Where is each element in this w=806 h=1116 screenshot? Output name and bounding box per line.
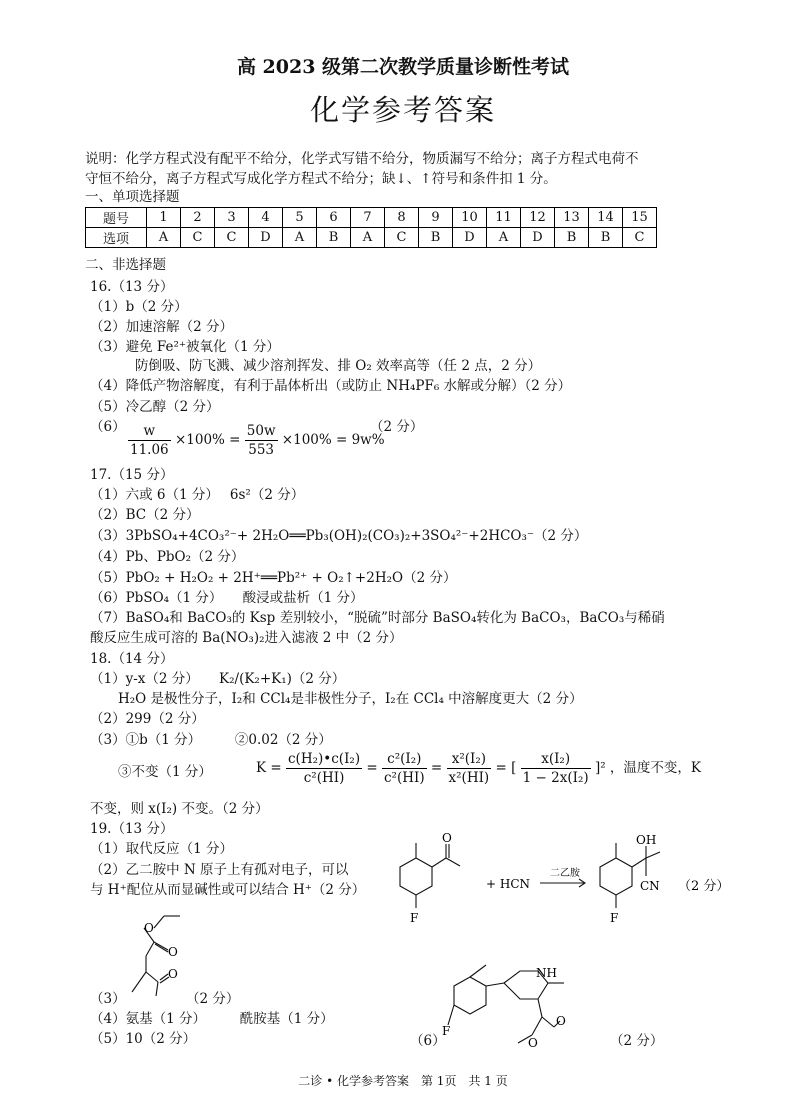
numerator: c²(I₂) (382, 750, 427, 769)
question-number-cell: 3 (215, 208, 249, 228)
answer-key-title: 化学参考答案 (309, 93, 496, 127)
numerator: 50w (246, 423, 276, 439)
q16-part4: （4）降低产物溶解度，有利于晶体析出（或防止 NH₄PF₆ 水解或分解）（2 分） (90, 378, 572, 394)
q19-part2-line1: （2）乙二胺中 N 原子上有孤对电子，可以 (90, 862, 349, 878)
ester-carbonyl-oxygen-label: O (168, 945, 178, 959)
nitrile-label: CN (640, 879, 660, 893)
fluorine-label: F (410, 911, 419, 925)
answer-cell: B (419, 228, 453, 248)
q18-part3-label: ③不变（1 分） (118, 764, 212, 780)
formula-text: ]² (594, 760, 606, 776)
question-number-cell: 11 (487, 208, 521, 228)
answer-cell: C (215, 228, 249, 248)
q17-part7-line1: （7）BaSO₄和 BaCO₃的 Ksp 差别较小，“脱硫”时部分 BaSO₄转化为 BaCO₃，BaCO₃与稀硝 (90, 610, 665, 626)
numerator: x²(I₂) (447, 750, 492, 769)
q18-part3: （3）①b（1 分） ②0.02（2 分） (90, 732, 332, 748)
answer-cell: B (555, 228, 589, 248)
q19-part3-score: （2 分） (186, 991, 240, 1007)
formula-text: K = (256, 760, 282, 776)
formula-text: ×100% = 9w% (281, 432, 385, 448)
fraction (128, 422, 171, 459)
formula-tail: ，温度不变，K (609, 760, 702, 776)
q19-part6-score: （2 分） (610, 1033, 664, 1049)
question-number-cell: 9 (419, 208, 453, 228)
answer-cell: A (487, 228, 521, 248)
question-number-cell: 13 (555, 208, 589, 228)
q19-part6-label: （6） (410, 1033, 446, 1049)
question-number-cell: 12 (521, 208, 555, 228)
q18-part3-conclusion: 不变，则 x(I₂) 不变。（2 分） (90, 801, 269, 817)
section2-heading: 二、非选择题 (85, 257, 166, 273)
q18-equilibrium-formula (256, 750, 701, 787)
question-number-cell: 14 (589, 208, 623, 228)
fluorine-label: F (610, 911, 619, 925)
fraction (447, 750, 492, 787)
answer-cell: C (385, 228, 419, 248)
q17-part4: （4）Pb、PbO₂（2 分） (90, 549, 245, 565)
denominator: c²(HI) (384, 770, 425, 786)
hydroxyl-label: OH (636, 833, 657, 847)
numerator: x(I₂) (521, 750, 591, 769)
hcn-reagent: + HCN (486, 877, 531, 891)
q19-part2-line2: 与 H⁺配位从而显碱性或可以结合 H⁺（2 分） (90, 882, 366, 898)
question-number-cell: 8 (385, 208, 419, 228)
question-number-cell: 6 (317, 208, 351, 228)
q19-part3-label: （3） (90, 991, 126, 1007)
q19-part3-structure (120, 910, 200, 1002)
question-number-cell: 10 (453, 208, 487, 228)
answer-cell: C (623, 228, 657, 248)
fluorine-label: F (442, 1024, 451, 1038)
section1-heading: 一、单项选择题 (85, 189, 180, 205)
fraction (245, 422, 278, 459)
answer-cell: B (317, 228, 351, 248)
answer-cell: D (521, 228, 555, 248)
q16-part5: （5）冷乙醇（2 分） (90, 399, 220, 415)
page-footer: 二诊 • 化学参考答案 第 1页 共 1 页 (298, 1074, 508, 1088)
note-line-1: 说明：化学方程式没有配平不给分，化学式写错不给分，物质漏写不给分；离子方程式电荷不 (85, 151, 639, 167)
ester-oxygen-label: O (144, 921, 154, 935)
number-row-label: 题号 (86, 208, 147, 228)
q16-part6-formula (128, 422, 385, 459)
q16-part3: （3）避免 Fe²⁺被氧化（1 分） (90, 339, 280, 355)
fraction (521, 750, 591, 787)
denominator: 1 − 2x(I₂) (522, 770, 589, 786)
question-number-cell: 15 (623, 208, 657, 228)
numerator: c(H₂)•c(I₂) (288, 751, 361, 767)
q17-part2: （2）BC（2 分） (90, 507, 200, 523)
fraction (286, 750, 362, 787)
note-line-2: 守恒不给分，离子方程式写成化学方程式不给分；缺↓、↑符号和条件扣 1 分。 (85, 171, 557, 187)
q18-heading: 18.（14 分） (90, 651, 174, 667)
q19-part1: （1）取代反应（1 分） (90, 841, 233, 857)
formula-text: = (430, 760, 443, 776)
denominator: c²(HI) (303, 770, 345, 786)
denominator: x²(HI) (448, 770, 490, 786)
q19-part4: （4）氨基（1 分） 酰胺基（1 分） (90, 1011, 334, 1027)
ester-oxygen-label: O (528, 1036, 538, 1050)
answer-table (85, 207, 657, 248)
q17-heading: 17.（15 分） (90, 467, 174, 483)
answer-cell: B (589, 228, 623, 248)
carbonyl-oxygen-label: O (442, 831, 452, 845)
q17-part5: （5）PbO₂ + H₂O₂ + 2H⁺══Pb²⁺ + O₂↑+2H₂O（2 分） (90, 570, 457, 586)
q19-reaction-scheme (390, 828, 790, 928)
answer-cell: C (181, 228, 215, 248)
q17-part3: （3）3PbSO₄+4CO₃²⁻+ 2H₂O══Pb₃(OH)₂(CO₃)₂+3SO₄²⁻+2HCO₃⁻（2 分） (90, 528, 588, 544)
formula-text: = [ (495, 760, 517, 776)
q16-heading: 16.（13 分） (90, 279, 174, 295)
q17-part6: （6）PbSO₄（1 分） 酸浸或盐析（1 分） (90, 590, 364, 606)
reaction-score: （2 分） (678, 879, 730, 894)
question-number-cell: 5 (283, 208, 317, 228)
q19-heading: 19.（13 分） (90, 821, 174, 837)
ketone-oxygen-label: O (168, 967, 178, 981)
denominator: 11.06 (130, 442, 169, 458)
q16-part6-label: （6） (90, 419, 126, 435)
formula-text: = (366, 760, 378, 776)
question-number-cell: 4 (249, 208, 283, 228)
q17-part7-line2: 酸反应生成可溶的 Ba(NO₃)₂进入滤液 2 中（2 分） (90, 630, 403, 646)
q18-part2: （2）299（2 分） (90, 711, 205, 727)
answer-row-label: 选项 (86, 228, 147, 248)
answer-table-answer-row (86, 228, 657, 248)
formula-text: ×100% = (174, 432, 241, 448)
reaction-condition: 二乙胺 (550, 868, 580, 879)
q18-part1: （1）y-x（2 分） K₂/(K₂+K₁)（2 分） (90, 671, 346, 687)
q16-part1: （1）b（2 分） (90, 299, 188, 315)
answer-cell: A (351, 228, 385, 248)
carbonyl-oxygen-label: O (556, 1014, 566, 1028)
q16-part6-score: （2 分） (370, 419, 424, 435)
q16-part2: （2）加速溶解（2 分） (90, 319, 233, 335)
q16-part3-extra: 防倒吸、防飞溅、减少溶剂挥发、排 O₂ 效率高等（任 2 点，2 分） (135, 358, 542, 374)
numerator: w (128, 422, 171, 441)
q19-part6-structure (440, 955, 610, 1055)
answer-cell: D (453, 228, 487, 248)
question-number-cell: 7 (351, 208, 385, 228)
answer-cell: D (249, 228, 283, 248)
exam-title: 高 2023 级第二次教学质量诊断性考试 (236, 56, 570, 78)
q18-part1-extra: H₂O 是极性分子，I₂和 CCl₄是非极性分子，I₂在 CCl₄ 中溶解度更大（2 分） (118, 691, 583, 707)
amine-nh-label: NH (536, 966, 557, 980)
answer-cell: A (147, 228, 181, 248)
q17-part1: （1）六或 6（1 分） 6s²（2 分） (90, 487, 305, 503)
question-number-cell: 1 (147, 208, 181, 228)
question-number-cell: 2 (181, 208, 215, 228)
fraction (382, 750, 427, 787)
answer-cell: A (283, 228, 317, 248)
q19-part5: （5）10（2 分） (90, 1031, 197, 1047)
answer-table-number-row (86, 208, 657, 228)
denominator: 553 (248, 442, 275, 458)
